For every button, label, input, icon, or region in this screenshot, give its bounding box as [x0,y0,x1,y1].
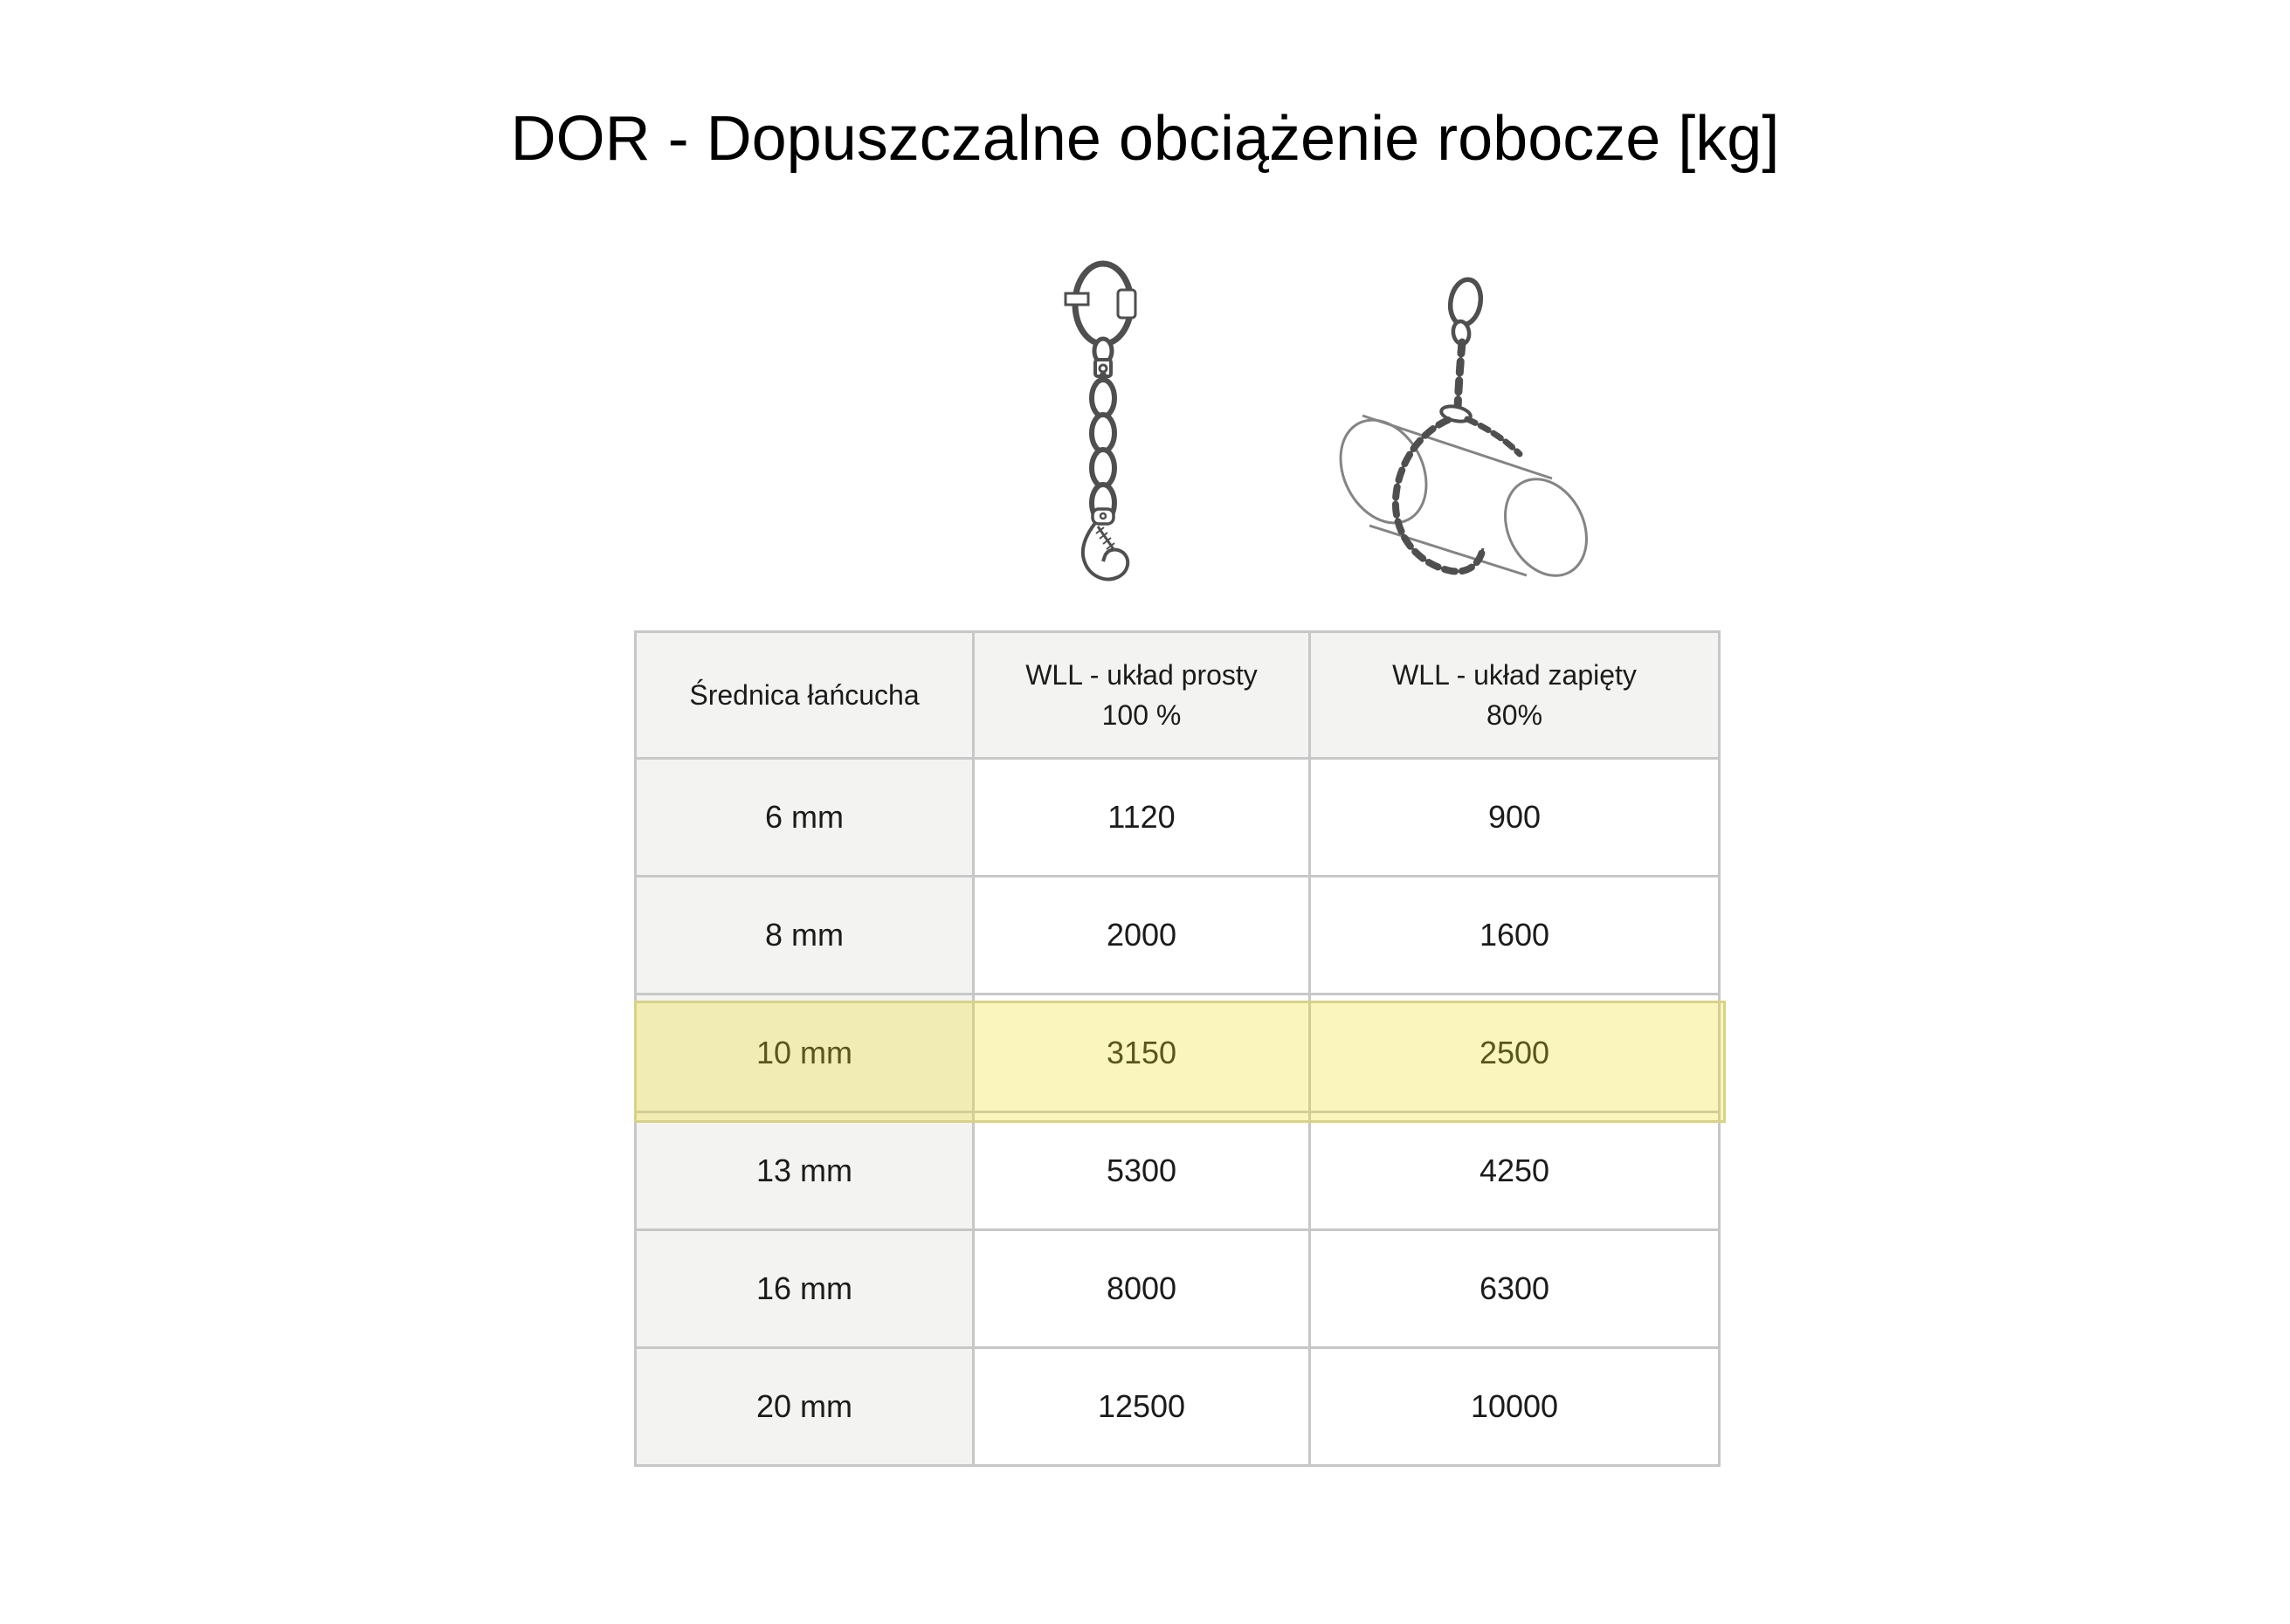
single-chain-sling-illustration [1055,258,1151,587]
table-row [636,1348,1720,1466]
cell-diameter: 6 mm [636,759,974,877]
sling-hook-icon [1083,509,1128,579]
header-wll-straight [974,632,1310,759]
header-subtitle: 80% [1486,699,1543,731]
pipe-cylinder-icon [1324,405,1603,587]
header-wll-choked [1310,632,1720,759]
cell-diameter: 20 mm [636,1348,974,1466]
header-title: WLL - układ prosty [1025,658,1258,691]
header-chain-diameter [636,632,974,759]
master-link-icon [1066,264,1135,344]
table-row [636,1112,1720,1230]
table-row [636,759,1720,877]
cell-diameter: 8 mm [636,877,974,994]
header-subtitle: 100 % [1101,699,1182,731]
header-title: Średnica łańcucha [689,678,920,711]
cell-diameter: 16 mm [636,1230,974,1348]
choke-hitch-illustration [1321,269,1609,587]
cell-diameter: 13 mm [636,1112,974,1230]
cell-wll-choked: 6300 [1310,1230,1720,1348]
cell-wll-straight: 3150 [974,994,1310,1112]
cell-wll-choked: 2500 [1310,994,1720,1112]
master-link-icon [1447,277,1485,345]
table-row [636,877,1720,994]
chain-icon [1396,342,1520,571]
table-row [636,1230,1720,1348]
header-title: WLL - układ zapięty [1392,658,1637,691]
cell-diameter: 10 mm [636,994,974,1112]
wll-table [634,630,1721,1467]
connector-link-icon [1094,339,1112,376]
wll-table-container [634,630,1718,1467]
table-row-highlighted [636,994,1720,1112]
cell-wll-straight: 5300 [974,1112,1310,1230]
cell-wll-straight: 8000 [974,1230,1310,1348]
cell-wll-straight: 1120 [974,759,1310,877]
page-title: DOR - Dopuszczalne obciążenie robocze [kg] [510,104,1780,174]
chain-icon [1092,375,1114,521]
cell-wll-straight: 12500 [974,1348,1310,1466]
cell-wll-straight: 2000 [974,877,1310,994]
cell-wll-choked: 900 [1310,759,1720,877]
table-header-row [636,632,1720,759]
cell-wll-choked: 4250 [1310,1112,1720,1230]
cell-wll-choked: 10000 [1310,1348,1720,1466]
cell-wll-choked: 1600 [1310,877,1720,994]
